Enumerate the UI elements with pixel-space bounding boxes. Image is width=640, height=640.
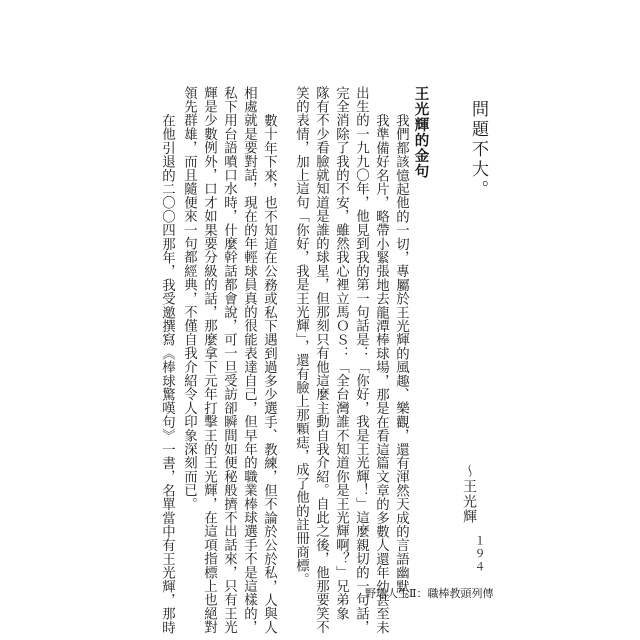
paragraph-line: 相處就是要對話，現在的年輕球員真的很能表達自己，但早年的職業棒球選手不是這樣的， — [241, 86, 257, 634]
paragraph-line: 在他引退的二〇〇四那年，我受邀撰寫《棒球驚嘆句》一書，名單當中有王光輝，那時 — [159, 100, 175, 635]
paragraph-line: 數十年下來，也不知道在公務或私下遇到過多少選手、教練，但不論於公於私，人與人 — [261, 100, 277, 635]
paragraph-line: 笑的表情，加上這句「你好，我是王光輝」，還有臉上那顆痣，成了他的註冊商標。 — [293, 86, 309, 587]
paragraph-line: 完全消除了我的不安，雖然我心裡立馬ＯＳ：「全台灣誰不知道你是王光輝啊？」兄弟象 — [333, 86, 349, 621]
section-heading: 王光輝的金句 — [412, 86, 430, 179]
paragraph-line: 出生的一九九〇年，他見到我的第一句話是：「你好，我是王光輝！」這麼親切的一句話， — [353, 86, 369, 634]
paragraph-line: 私下用台語噴口水時，什麼幹話都會說，可一旦受訪卻瞬間如便秘般擠不出話來，只有王光 — [221, 86, 237, 634]
epigraph-quote: 問題不大。 — [468, 100, 488, 200]
page-number: １９４ — [473, 535, 486, 574]
paragraph-line: 我們都該憶起他的一切，專屬於王光輝的風趣、樂觀，還有渾然天成的言語幽默。 — [393, 100, 409, 607]
paragraph-line: 領先群雄，而且隨便來一句都經典，不僅自我介紹令人印象深刻而已。 — [181, 86, 197, 511]
paragraph-line: 我準備好名片，略帶小緊張地去龍潭棒球場，那是在看這篇文章的多數人還年幼甚至未 — [373, 100, 389, 635]
epigraph-attribution: ～王光輝 — [461, 464, 477, 524]
paragraph-line: 隊有不少看臉就知道是誰的球星，但那刻只有他這麼主動自我介紹。自此之後，他那要笑不 — [313, 86, 329, 634]
paragraph-line: 輝是少數例外，口才如果要分級的話，那麼拿下元年打擊王的王光輝，在這項指標上也絕對 — [201, 86, 217, 634]
running-head: 野球人生Ⅱ：職棒教頭列傳 — [365, 587, 494, 600]
